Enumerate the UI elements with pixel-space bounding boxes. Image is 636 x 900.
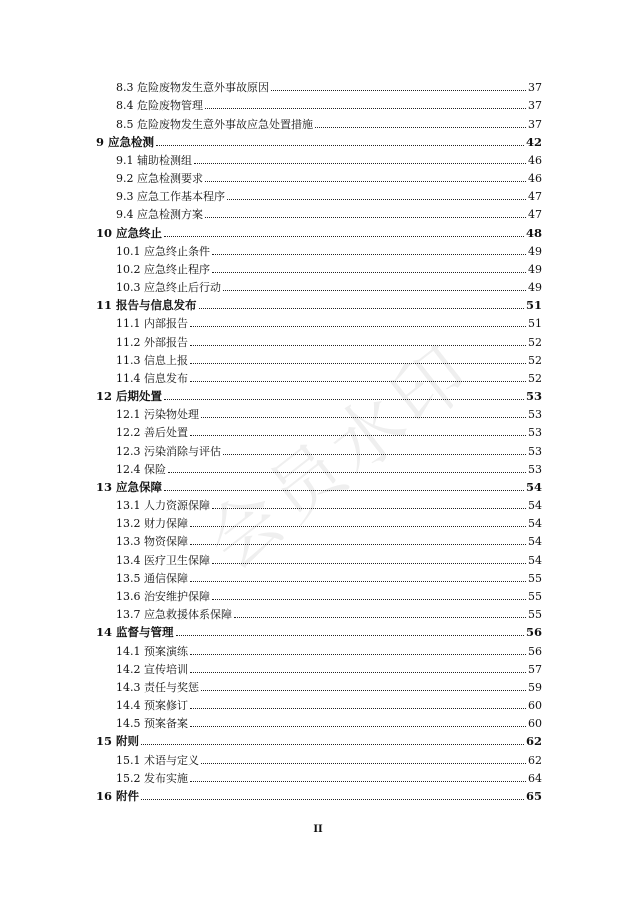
toc-entry-page: 62 xyxy=(525,734,542,749)
toc-section-entry[interactable] xyxy=(96,312,542,330)
toc-entry-label: 10.3 应急终止后行动 xyxy=(116,281,221,295)
toc-dot-leader xyxy=(212,253,526,255)
toc-section-entry[interactable] xyxy=(96,530,542,548)
watermark: 会员水印 xyxy=(190,327,489,586)
toc-entry-label: 14.4 预案修订 xyxy=(116,699,188,713)
toc-chapter-entry[interactable] xyxy=(96,621,542,639)
toc-entry-label: 11.3 信息上报 xyxy=(116,353,188,367)
toc-dot-leader xyxy=(205,180,526,182)
toc-section-entry[interactable] xyxy=(96,185,542,203)
toc-section-entry[interactable] xyxy=(96,149,542,167)
toc-chapter-entry[interactable] xyxy=(96,294,542,312)
toc-dot-leader xyxy=(199,307,524,309)
toc-entry-label: 10.2 应急终止程序 xyxy=(116,262,210,276)
toc-entry-label: 11.4 信息发布 xyxy=(116,371,188,385)
toc-dot-leader xyxy=(190,525,526,527)
toc-dot-leader xyxy=(190,380,526,382)
toc-dot-leader xyxy=(156,144,524,146)
toc-entry-label: 8.3 危险废物发生意外事故原因 xyxy=(116,81,269,95)
toc-dot-leader xyxy=(205,216,526,218)
toc-entry-label: 8.5 危险废物发生意外事故应急处置措施 xyxy=(116,117,313,131)
toc-entry-page: 37 xyxy=(528,117,542,131)
toc-dot-leader xyxy=(190,671,526,673)
toc-entry-page: 51 xyxy=(528,317,542,331)
toc-entry-page: 55 xyxy=(528,608,542,622)
toc-section-entry[interactable] xyxy=(96,203,542,221)
toc-section-entry[interactable] xyxy=(96,603,542,621)
toc-entry-label: 11.2 外部报告 xyxy=(116,335,188,349)
toc-dot-leader xyxy=(190,344,526,346)
toc-dot-leader xyxy=(271,89,526,91)
toc-dot-leader xyxy=(201,689,526,691)
toc-section-entry[interactable] xyxy=(96,367,542,385)
toc-section-entry[interactable] xyxy=(96,712,542,730)
toc-entry-page: 60 xyxy=(528,717,542,731)
toc-entry-label: 8.4 危险废物管理 xyxy=(116,99,203,113)
toc-dot-leader xyxy=(164,398,524,400)
toc-dot-leader xyxy=(223,453,526,455)
toc-entry-label: 13 应急保障 xyxy=(96,479,163,494)
toc-dot-leader xyxy=(190,325,526,327)
toc-entry-label: 14.2 宣传培训 xyxy=(116,662,188,676)
toc-entry-label: 13.4 医疗卫生保障 xyxy=(116,553,210,567)
toc-entry-page: 62 xyxy=(528,753,542,767)
toc-entry-page: 42 xyxy=(525,134,542,149)
toc-entry-label: 14.3 责任与奖惩 xyxy=(116,680,199,694)
toc-entry-label: 14.5 预案备案 xyxy=(116,717,188,731)
toc-entry-page: 49 xyxy=(528,281,542,295)
toc-entry-page: 65 xyxy=(525,788,542,803)
toc-entry-page: 49 xyxy=(528,244,542,258)
toc-entry-page: 54 xyxy=(528,553,542,567)
toc-section-entry[interactable] xyxy=(96,330,542,348)
toc-chapter-entry[interactable] xyxy=(96,131,542,149)
toc-dot-leader xyxy=(164,489,524,491)
toc-entry-label: 14.1 预案演练 xyxy=(116,644,188,658)
toc-section-entry[interactable] xyxy=(96,240,542,258)
toc-dot-leader xyxy=(141,743,524,745)
toc-section-entry[interactable] xyxy=(96,167,542,185)
toc-entry-label: 12.2 善后处置 xyxy=(116,426,188,440)
toc-section-entry[interactable] xyxy=(96,112,542,130)
toc-entry-page: 52 xyxy=(528,353,542,367)
toc-entry-page: 53 xyxy=(525,389,542,404)
toc-dot-leader xyxy=(212,598,526,600)
toc-section-entry[interactable] xyxy=(96,658,542,676)
toc-dot-leader xyxy=(205,107,526,109)
toc-section-entry[interactable] xyxy=(96,639,542,657)
toc-section-entry[interactable] xyxy=(96,349,542,367)
toc-dot-leader xyxy=(190,780,526,782)
toc-section-entry[interactable] xyxy=(96,585,542,603)
toc-dot-leader xyxy=(201,416,526,418)
toc-dot-leader xyxy=(227,198,526,200)
toc-entry-page: 37 xyxy=(528,81,542,95)
toc-dot-leader xyxy=(190,362,526,364)
toc-entry-label: 15.1 术语与定义 xyxy=(116,753,199,767)
toc-entry-page: 55 xyxy=(528,571,542,585)
toc-entry-label: 13.7 应急救援体系保障 xyxy=(116,608,232,622)
toc-entry-label: 10 应急终止 xyxy=(96,225,163,240)
toc-entry-page: 53 xyxy=(528,462,542,476)
toc-entry-page: 54 xyxy=(528,499,542,513)
toc-section-entry[interactable] xyxy=(96,767,542,785)
toc-dot-leader xyxy=(176,634,524,636)
toc-entry-page: 52 xyxy=(528,335,542,349)
toc-entry-page: 46 xyxy=(528,153,542,167)
toc-entry-page: 54 xyxy=(528,535,542,549)
toc-entry-label: 13.1 人力资源保障 xyxy=(116,499,210,513)
toc-dot-leader xyxy=(201,762,526,764)
toc-section-entry[interactable] xyxy=(96,694,542,712)
toc-entry-label: 13.6 治安维护保障 xyxy=(116,589,210,603)
toc-section-entry[interactable] xyxy=(96,94,542,112)
toc-entry-label: 9.4 应急检测方案 xyxy=(116,208,203,222)
toc-entry-label: 12.3 污染消除与评估 xyxy=(116,444,221,458)
toc-entry-label: 13.2 财力保障 xyxy=(116,517,188,531)
toc-entry-page: 56 xyxy=(528,644,542,658)
toc-entry-page: 53 xyxy=(528,408,542,422)
toc-entry-page: 52 xyxy=(528,371,542,385)
toc-entry-page: 53 xyxy=(528,426,542,440)
toc-dot-leader xyxy=(141,798,524,800)
toc-dot-leader xyxy=(212,507,526,509)
page-number: II xyxy=(313,824,323,835)
toc-dot-leader xyxy=(194,162,526,164)
toc-dot-leader xyxy=(190,434,526,436)
toc-entry-label: 13.3 物资保障 xyxy=(116,535,188,549)
toc-entry-page: 54 xyxy=(528,517,542,531)
toc-entry-page: 47 xyxy=(528,208,542,222)
toc-dot-leader xyxy=(315,126,526,128)
toc-entry-page: 47 xyxy=(528,190,542,204)
toc-entry-label: 13.5 通信保障 xyxy=(116,571,188,585)
toc-section-entry[interactable] xyxy=(96,403,542,421)
toc-entry-label: 12.1 污染物处理 xyxy=(116,408,199,422)
toc-dot-leader xyxy=(190,543,526,545)
toc-section-entry[interactable] xyxy=(96,512,542,530)
toc-dot-leader xyxy=(212,562,526,564)
toc-entry-page: 37 xyxy=(528,99,542,113)
toc-entry-page: 64 xyxy=(528,771,542,785)
toc-dot-leader xyxy=(234,616,526,618)
toc-dot-leader xyxy=(164,235,524,237)
toc-section-entry[interactable] xyxy=(96,494,542,512)
toc-chapter-entry[interactable] xyxy=(96,221,542,239)
toc-entry-label: 9.2 应急检测要求 xyxy=(116,172,203,186)
toc-chapter-entry[interactable] xyxy=(96,785,542,803)
toc-entry-page: 51 xyxy=(525,298,542,313)
toc-entry-page: 53 xyxy=(528,444,542,458)
toc-dot-leader xyxy=(190,580,526,582)
toc-section-entry[interactable] xyxy=(96,458,542,476)
toc-entry-label: 16 附件 xyxy=(96,788,140,803)
toc-entry-page: 49 xyxy=(528,262,542,276)
toc-chapter-entry[interactable] xyxy=(96,385,542,403)
toc-entry-page: 48 xyxy=(525,225,542,240)
toc-dot-leader xyxy=(223,289,526,291)
toc-dot-leader xyxy=(190,725,526,727)
toc-section-entry[interactable] xyxy=(96,276,542,294)
toc-section-entry[interactable] xyxy=(96,748,542,766)
toc-chapter-entry[interactable] xyxy=(96,730,542,748)
table-of-contents xyxy=(96,76,542,803)
toc-entry-page: 46 xyxy=(528,172,542,186)
toc-entry-label: 9.1 辅助检测组 xyxy=(116,153,192,167)
toc-section-entry[interactable] xyxy=(96,439,542,457)
toc-entry-label: 12 后期处置 xyxy=(96,389,163,404)
toc-entry-label: 14 监督与管理 xyxy=(96,625,174,640)
toc-entry-label: 9.3 应急工作基本程序 xyxy=(116,190,225,204)
toc-section-entry[interactable] xyxy=(96,421,542,439)
toc-entry-page: 59 xyxy=(528,680,542,694)
toc-entry-page: 55 xyxy=(528,589,542,603)
toc-entry-label: 9 应急检测 xyxy=(96,134,155,149)
toc-chapter-entry[interactable] xyxy=(96,476,542,494)
toc-entry-label: 11 报告与信息发布 xyxy=(96,298,197,313)
toc-entry-page: 60 xyxy=(528,699,542,713)
toc-dot-leader xyxy=(168,471,526,473)
toc-section-entry[interactable] xyxy=(96,548,542,566)
toc-section-entry[interactable] xyxy=(96,76,542,94)
toc-entry-label: 10.1 应急终止条件 xyxy=(116,244,210,258)
toc-entry-label: 15.2 发布实施 xyxy=(116,771,188,785)
toc-entry-label: 12.4 保险 xyxy=(116,462,166,476)
toc-entry-label: 15 附则 xyxy=(96,734,140,749)
toc-dot-leader xyxy=(190,653,526,655)
toc-entry-page: 57 xyxy=(528,662,542,676)
toc-dot-leader xyxy=(190,707,526,709)
toc-section-entry[interactable] xyxy=(96,567,542,585)
toc-dot-leader xyxy=(212,271,526,273)
toc-section-entry[interactable] xyxy=(96,676,542,694)
toc-entry-page: 56 xyxy=(525,625,542,640)
toc-entry-page: 54 xyxy=(525,479,542,494)
toc-entry-label: 11.1 内部报告 xyxy=(116,317,188,331)
toc-section-entry[interactable] xyxy=(96,258,542,276)
